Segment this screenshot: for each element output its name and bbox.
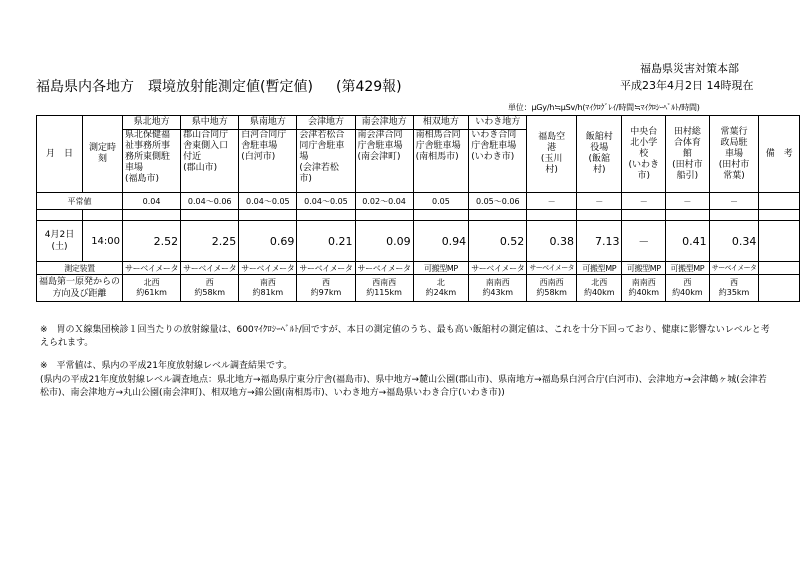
- measured-value: 0.52: [469, 221, 527, 262]
- region-header: いわき地方: [469, 116, 527, 130]
- site-name-line: 中央台: [630, 126, 658, 137]
- date-header: 月 日: [37, 116, 83, 193]
- direction-cell: [469, 275, 527, 302]
- measurement-table: [36, 115, 800, 302]
- site-header: [666, 116, 710, 193]
- measured-value: 0.34: [709, 221, 759, 262]
- site-header: [355, 130, 413, 193]
- note-xray: ※ 胃のＸ線集団検診１回当たりの放射線量は、600ﾏｲｸﾛｼｰﾍﾞﾙﾄ/回ですが、本日の測定値のうち、最も高い飯舘村の測定値は、これを十分下回っており、健康に影響ないレベルと考えられます。: [40, 325, 770, 348]
- time-value: 14:00: [83, 221, 123, 262]
- page-title: 福島県内各地方 環境放射能測定値(暫定値): [36, 79, 313, 95]
- measured-value: 0.21: [297, 221, 355, 262]
- distance-value: 約40km: [628, 288, 660, 297]
- site-name-line: 祉事務所事: [125, 141, 171, 151]
- site-name-line: 校: [639, 148, 649, 159]
- site-name-line: (田村市: [718, 159, 750, 170]
- direction-value: 南西: [259, 278, 276, 287]
- site-name-line: 庁舎駐車場: [471, 141, 517, 151]
- site-name-line: 福島空: [538, 132, 566, 142]
- site-name-line: 南会津合同: [357, 130, 403, 140]
- direction-value: 西: [683, 278, 692, 287]
- site-header: [123, 130, 181, 193]
- site-name-line: (会津若松: [299, 163, 339, 173]
- site-name-line: 政局駐: [720, 137, 748, 148]
- direction-cell: [577, 275, 622, 302]
- site-name-line: 舎駐車場: [241, 141, 278, 151]
- site-name-line: 南相馬合同: [415, 130, 461, 140]
- site-name-line: 合体育: [673, 137, 701, 148]
- direction-value: 西: [205, 278, 214, 287]
- direction-cell: [666, 275, 710, 302]
- region-row: [37, 116, 800, 130]
- direction-remark: [759, 275, 800, 302]
- direction-value: 北西: [143, 278, 160, 287]
- direction-cell: [622, 275, 666, 302]
- site-name-line: 常葉): [723, 170, 745, 181]
- normal-value: －: [527, 193, 577, 210]
- site-name-line: 舎東側入口: [183, 141, 229, 151]
- site-header: [413, 130, 469, 193]
- normal-value: 0.04～0.05: [297, 193, 355, 210]
- normal-value: －: [577, 193, 622, 210]
- site-name-line: (南会津町): [357, 152, 401, 162]
- direction-value: 北西: [591, 278, 608, 287]
- note-normal: ※ 平常値は、県内の平成21年度放射線レベル調査結果です。: [40, 361, 293, 371]
- issue-number: (第429報): [336, 79, 402, 95]
- site-name-line: (白河市): [241, 152, 276, 162]
- site-name-line: 付近: [183, 152, 202, 162]
- normal-remark: [759, 193, 800, 210]
- normal-value: －: [622, 193, 666, 210]
- site-name-line: 常葉行: [720, 126, 748, 137]
- site-name-line: 郡山合同庁: [183, 130, 229, 140]
- device-cell: サーベイメータ: [709, 262, 759, 275]
- organization-name: 福島県災害対策本部: [640, 62, 739, 75]
- region-header: 南会津地方: [355, 116, 413, 130]
- region-header: 県中地方: [181, 116, 239, 130]
- distance-value: 約24km: [425, 288, 457, 297]
- site-name-line: 会津若松合: [299, 130, 345, 140]
- site-name-line: (玉川: [540, 154, 563, 164]
- unit-note: 単位：μGy/h≒μSv/h(ﾏｲｸﾛｸﾞﾚｲ/時間≒ﾏｲｸﾛｼｰﾍﾞﾙﾄ/時間): [508, 103, 700, 112]
- direction-cell: [181, 275, 239, 302]
- normal-value: 0.05: [413, 193, 469, 210]
- normal-value: －: [709, 193, 759, 210]
- direction-cell: [709, 275, 759, 302]
- distance-value: 約40km: [672, 288, 703, 297]
- direction-value: 西: [321, 278, 330, 287]
- weekday-value: (土): [51, 242, 68, 252]
- device-cell: 可搬型MP: [577, 262, 622, 275]
- site-name-line: 役場: [590, 143, 609, 153]
- device-cell: サーベイメータ: [469, 262, 527, 275]
- device-cell: 可搬型MP: [666, 262, 710, 275]
- site-name-line: (郡山市): [183, 163, 218, 173]
- site-name-line: 車場: [125, 163, 144, 173]
- measured-value: 0.94: [413, 221, 469, 262]
- site-header: [181, 130, 239, 193]
- direction-cell: [355, 275, 413, 302]
- direction-value: 西南西: [539, 278, 564, 287]
- site-header: [469, 130, 527, 193]
- date-value: 4月2日: [44, 230, 75, 240]
- site-name-line: 市): [637, 170, 651, 181]
- distance-value: 約81km: [252, 288, 284, 297]
- site-header: [297, 130, 355, 193]
- site-name-line: 市): [299, 174, 312, 184]
- direction-cell: [413, 275, 469, 302]
- region-header: 県北地方: [123, 116, 181, 130]
- site-name-line: 館: [682, 148, 692, 159]
- site-name-line: (いわき: [628, 159, 660, 170]
- site-name-line: 白河合同庁: [241, 130, 287, 140]
- site-name-line: 同庁舎駐車: [299, 141, 345, 151]
- distance-value: 約43km: [482, 288, 514, 297]
- report-date: 平成23年4月2日 14時現在: [620, 79, 754, 92]
- site-name-line: いわき合同: [471, 130, 517, 140]
- direction-value: 西: [730, 278, 739, 287]
- distance-value: 約58km: [194, 288, 225, 297]
- measured-value: 2.25: [181, 221, 239, 262]
- device-cell: サーベイメータ: [355, 262, 413, 275]
- device-label: 測定装置: [37, 262, 123, 275]
- region-header: 会津地方: [297, 116, 355, 130]
- measured-value: －: [622, 221, 666, 262]
- device-remark: [759, 262, 800, 275]
- region-header: 県南地方: [239, 116, 297, 130]
- site-name-line: 船引): [676, 170, 699, 181]
- site-name-line: 場: [299, 152, 309, 162]
- measured-value: 0.38: [527, 221, 577, 262]
- site-name-line: 村): [593, 165, 606, 175]
- device-cell: 可搬型MP: [413, 262, 469, 275]
- device-cell: サーベイメータ: [239, 262, 297, 275]
- distance-value: 約61km: [136, 288, 167, 297]
- site-name-line: (南相馬市): [415, 152, 459, 162]
- normal-value: 0.04～0.06: [181, 193, 239, 210]
- direction-label-line: 福島第一原発からの: [39, 277, 121, 287]
- direction-value: 南南西: [485, 278, 510, 287]
- normal-value: －: [666, 193, 710, 210]
- site-name-line: 庁舎駐車場: [415, 141, 461, 151]
- device-cell: サーベイメータ: [123, 262, 181, 275]
- direction-cell: [527, 275, 577, 302]
- value-remark: [759, 221, 800, 262]
- site-name-line: (いわき市): [471, 152, 515, 162]
- site-name-line: 村): [545, 165, 558, 175]
- distance-value: 約35km: [718, 288, 750, 297]
- site-header: [709, 116, 759, 193]
- site-name-line: (福島市): [125, 174, 160, 184]
- device-row: [37, 262, 800, 275]
- normal-value: 0.05～0.06: [469, 193, 527, 210]
- site-name-line: 車場: [725, 148, 744, 159]
- site-name-line: (飯舘: [588, 154, 611, 164]
- value-row: [37, 221, 800, 262]
- direction-value: 西南西: [372, 278, 397, 287]
- distance-value: 約97km: [310, 288, 342, 297]
- site-name-line: 田村総: [673, 126, 701, 137]
- measured-value: 7.13: [577, 221, 622, 262]
- measured-value: 0.09: [355, 221, 413, 262]
- site-header: [577, 116, 622, 193]
- direction-cell: [239, 275, 297, 302]
- direction-value: 南南西: [631, 278, 656, 287]
- site-name-line: 港: [547, 143, 557, 153]
- direction-row: [37, 275, 800, 302]
- date-cell: [37, 221, 83, 262]
- direction-label-line: 方向及び距離: [52, 289, 107, 299]
- site-header: [622, 116, 666, 193]
- site-name-line: (田村市: [672, 159, 703, 170]
- note-survey-points: (県内の平成21年度放射線レベル調査地点：県北地方→福島県庁東分庁舎(福島市)、県中地方→麓山公園(郡山市)、県南地方→福島県白河合庁(白河市)、会津地方→会津鶴ヶ城(会津若松市)、南会津地方→丸山公園(南会津町)、相双地方→錦公園(南相馬市)、いわき地方→福島県いわき合庁(いわき市)): [40, 375, 767, 398]
- site-name-line: 県北保健福: [125, 130, 171, 140]
- normal-value: 0.04～0.05: [239, 193, 297, 210]
- site-header: [239, 130, 297, 193]
- normal-row: [37, 193, 800, 210]
- remarks-header: 備 考: [759, 116, 800, 193]
- site-name-line: 庁舎駐車場: [357, 141, 403, 151]
- device-cell: サーベイメータ: [297, 262, 355, 275]
- distance-value: 約58km: [536, 288, 567, 297]
- normal-value: 0.02～0.04: [355, 193, 413, 210]
- distance-value: 約40km: [583, 288, 615, 297]
- direction-label: [37, 275, 123, 302]
- distance-value: 約115km: [366, 288, 402, 297]
- time-header: 測定時刻: [83, 116, 123, 193]
- device-cell: サーベイメータ: [181, 262, 239, 275]
- direction-value: 北: [436, 278, 445, 287]
- site-name-line: 北小学: [630, 137, 658, 148]
- measured-value: 2.52: [123, 221, 181, 262]
- site-name-line: 務所東側駐: [125, 152, 171, 162]
- device-cell: サーベイメータ: [527, 262, 577, 275]
- region-header: 相双地方: [413, 116, 469, 130]
- measured-value: 0.41: [666, 221, 710, 262]
- direction-cell: [123, 275, 181, 302]
- device-cell: 可搬型MP: [622, 262, 666, 275]
- site-header: [527, 116, 577, 193]
- site-name-line: 飯舘村: [585, 132, 613, 142]
- direction-cell: [297, 275, 355, 302]
- measured-value: 0.69: [239, 221, 297, 262]
- normal-value: 0.04: [123, 193, 181, 210]
- spacer-row: [37, 210, 800, 221]
- normal-label: 平常値: [37, 193, 123, 210]
